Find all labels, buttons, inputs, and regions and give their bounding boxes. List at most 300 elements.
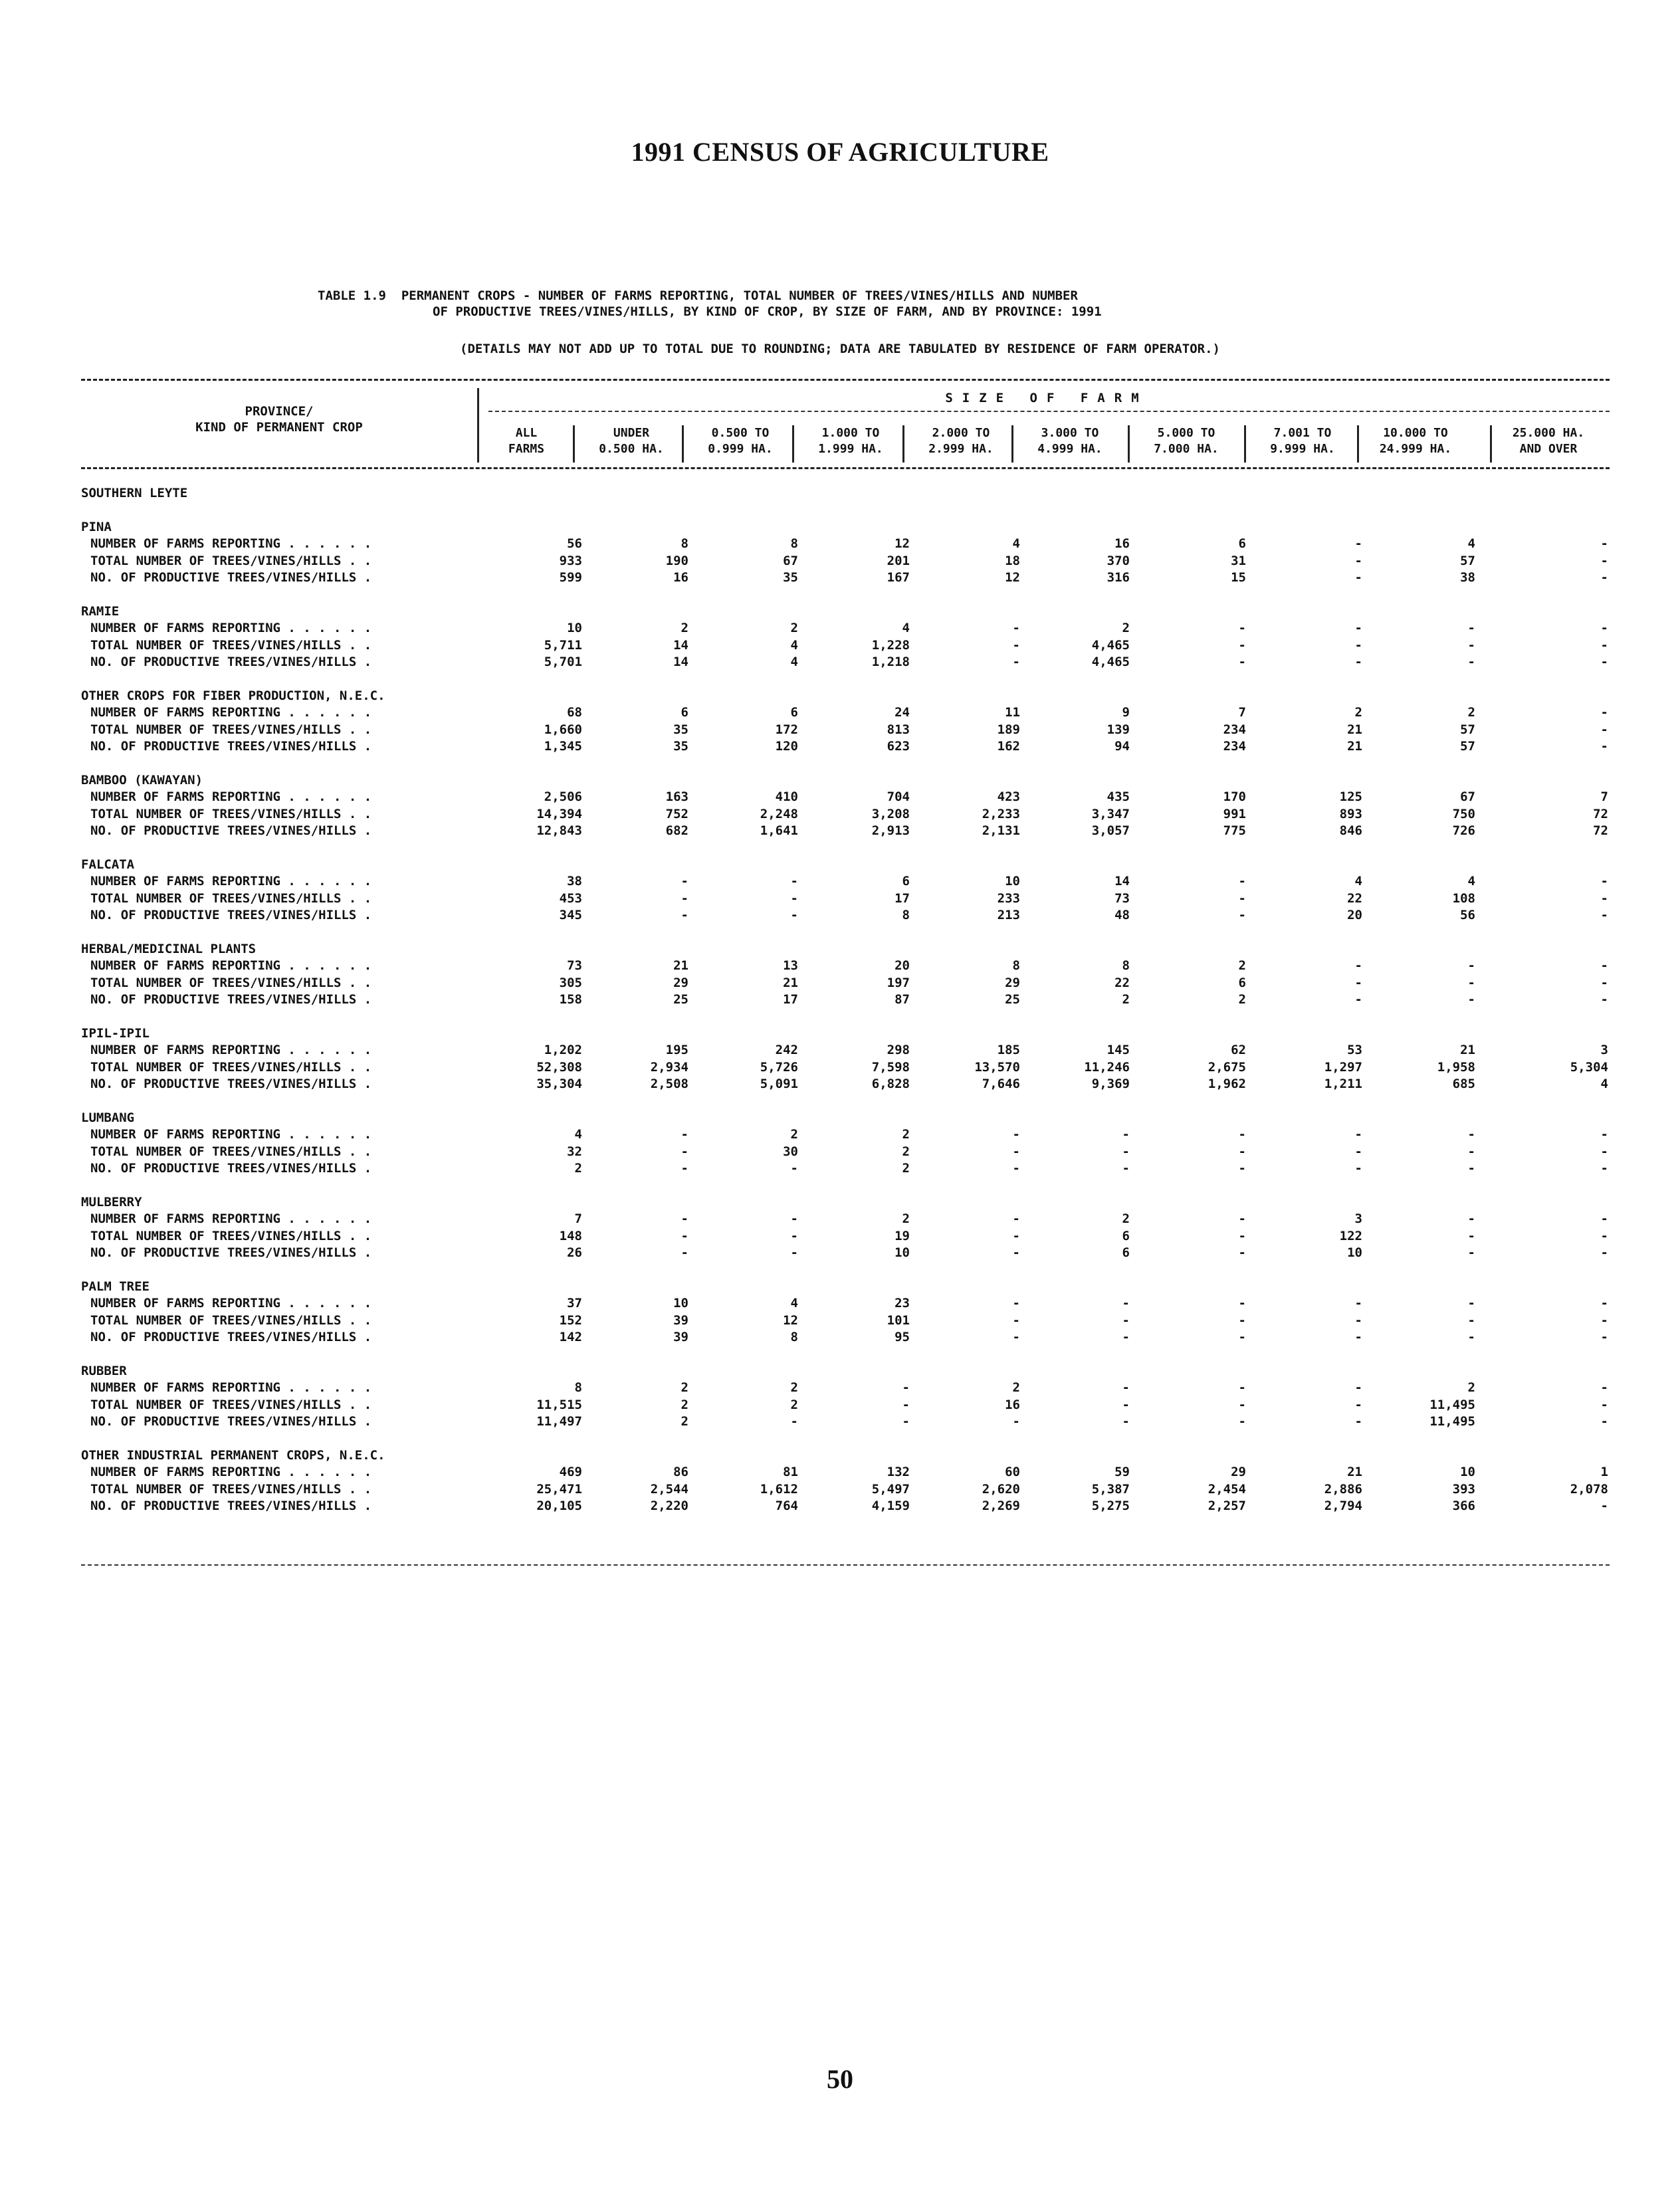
row-label: NUMBER OF FARMS REPORTING . . . . . . <box>90 1127 372 1142</box>
table-row <box>81 958 1608 975</box>
table-cell: 370 <box>1106 553 1130 568</box>
table-cell: - <box>1600 1144 1608 1159</box>
table-cell: 14 <box>673 655 688 669</box>
crop-name-row <box>81 857 1608 874</box>
table-cell: - <box>1600 536 1608 551</box>
table-cell: - <box>1354 637 1362 653</box>
row-label: NO. OF PRODUCTIVE TREES/VINES/HILLS . <box>90 1499 372 1513</box>
table-cell: - <box>1354 1380 1362 1395</box>
table-cell: 52,308 <box>536 1059 582 1075</box>
table-cell: - <box>902 1397 910 1412</box>
table-note: (DETAILS MAY NOT ADD UP TO TOTAL DUE TO ROUNDING; DATA ARE TABULATED BY RESIDENCE OF FARM OPERATOR.) <box>460 342 1220 356</box>
table-cell: - <box>1122 1161 1130 1176</box>
table-cell: - <box>1012 1312 1020 1328</box>
table-cell: 8 <box>1122 958 1130 973</box>
province-row <box>81 485 1608 502</box>
table-cell: 17 <box>894 890 910 906</box>
table-cell: 2,544 <box>650 1481 688 1497</box>
table-cell: - <box>1238 621 1246 635</box>
column-divider <box>902 425 904 463</box>
column-header-7 <box>1249 425 1356 457</box>
table-cell: - <box>1354 1330 1362 1344</box>
table-cell: 86 <box>673 1465 688 1479</box>
table-cell: 2 <box>681 621 688 635</box>
table-caption <box>318 288 1102 320</box>
table-cell: 6 <box>1122 1228 1130 1243</box>
table-cell: 242 <box>775 1043 798 1057</box>
table-cell: - <box>1122 1330 1130 1344</box>
table-cell: - <box>1600 1127 1608 1142</box>
table-cell: - <box>1354 1296 1362 1310</box>
table-cell: 2 <box>1238 992 1246 1007</box>
row-label: TOTAL NUMBER OF TREES/VINES/HILLS . . <box>90 975 372 990</box>
page-title: 1991 CENSUS OF AGRICULTURE <box>631 137 1049 167</box>
table-row <box>81 873 1608 890</box>
column-header-line: 2.999 HA. <box>928 442 994 456</box>
table-cell: 8 <box>574 1380 582 1395</box>
table-row <box>81 789 1608 806</box>
table-cell: 95 <box>894 1330 910 1344</box>
table-cell: 195 <box>665 1043 688 1057</box>
table-row <box>81 722 1608 739</box>
table-cell: 35 <box>673 739 688 754</box>
column-header-line: 4.999 HA. <box>1037 442 1102 456</box>
table-cell: 152 <box>559 1312 582 1328</box>
column-divider <box>1244 425 1246 463</box>
column-header-1 <box>578 425 684 457</box>
row-label: NO. OF PRODUCTIVE TREES/VINES/HILLS . <box>90 739 372 754</box>
table-cell: 10 <box>1347 1245 1362 1260</box>
table-row <box>81 620 1608 637</box>
table-cell: 5,726 <box>760 1059 798 1075</box>
crop-name-row-label: FALCATA <box>81 857 135 872</box>
crop-name-row-label: BAMBOO (KAWAYAN) <box>81 772 203 787</box>
row-label: TOTAL NUMBER OF TREES/VINES/HILLS . . <box>90 1397 372 1412</box>
table-cell: - <box>1467 958 1475 973</box>
table-cell: 67 <box>1460 789 1475 804</box>
table-cell: 1,962 <box>1208 1077 1246 1091</box>
table-cell: 1,211 <box>1324 1077 1362 1091</box>
table-cell: 2,233 <box>982 806 1020 821</box>
table-row <box>81 890 1608 908</box>
table-cell: 3 <box>1600 1043 1608 1057</box>
size-of-farm-header: SIZE OF FARM <box>945 391 1148 405</box>
table-cell: 316 <box>1106 570 1130 585</box>
crop-name-row-label: IPIL-IPIL <box>81 1025 150 1041</box>
table-cell: 12 <box>1005 570 1020 585</box>
table-cell: 94 <box>1114 739 1130 754</box>
table-cell: - <box>1467 655 1475 669</box>
table-cell: 298 <box>887 1043 910 1057</box>
table-cell: 2 <box>681 1397 688 1412</box>
table-cell: 234 <box>1223 722 1246 737</box>
table-cell: 1,958 <box>1437 1059 1475 1075</box>
table-cell: - <box>1354 1414 1362 1429</box>
table-cell: - <box>1467 1312 1475 1328</box>
table-cell: 11,495 <box>1429 1414 1475 1429</box>
column-header-line: 1.000 TO <box>821 426 880 440</box>
table-cell: - <box>1238 655 1246 669</box>
table-cell: 3,347 <box>1091 806 1130 821</box>
column-divider <box>1011 425 1013 463</box>
table-cell: 3 <box>1354 1211 1362 1226</box>
table-cell: 24 <box>894 705 910 720</box>
table-cell: - <box>1122 1127 1130 1142</box>
table-cell: 775 <box>1223 823 1246 838</box>
table-cell: 189 <box>997 722 1020 737</box>
table-cell: 2,078 <box>1570 1481 1608 1497</box>
table-cell: - <box>902 1380 910 1395</box>
table-cell: 4 <box>790 655 798 669</box>
table-cell: 22 <box>1347 890 1362 906</box>
table-cell: 7 <box>1238 705 1246 720</box>
table-row <box>81 1076 1608 1093</box>
table-cell: 6 <box>790 705 798 720</box>
table-cell: 108 <box>1452 890 1475 906</box>
table-cell: - <box>1467 1245 1475 1260</box>
table-cell: 16 <box>1114 536 1130 551</box>
table-row <box>81 1228 1608 1245</box>
table-cell: 67 <box>783 553 798 568</box>
table-cell: 30 <box>783 1144 798 1159</box>
table-cell: 1,345 <box>544 739 582 754</box>
table-cell: - <box>1012 1296 1020 1310</box>
column-header-line: UNDER <box>613 426 650 440</box>
table-cell: - <box>1238 1312 1246 1328</box>
table-cell: - <box>1238 1414 1246 1429</box>
table-cell: 2 <box>902 1161 910 1176</box>
table-cell: 57 <box>1460 722 1475 737</box>
table-cell: - <box>1600 1161 1608 1176</box>
table-cell: 4 <box>1354 874 1362 888</box>
table-row <box>81 1126 1608 1144</box>
table-cell: 726 <box>1452 823 1475 838</box>
table-cell: - <box>681 1161 688 1176</box>
crop-name-row <box>81 519 1608 536</box>
table-cell: - <box>1122 1296 1130 1310</box>
table-cell: 393 <box>1452 1481 1475 1497</box>
table-cell: 764 <box>775 1499 798 1513</box>
table-cell: 158 <box>559 992 582 1007</box>
table-cell: 4,465 <box>1091 637 1130 653</box>
table-cell: 8 <box>1012 958 1020 973</box>
table-cell: 2 <box>1122 1211 1130 1226</box>
table-cell: 2,886 <box>1324 1481 1362 1497</box>
table-row <box>81 1413 1608 1431</box>
table-row <box>81 1144 1608 1161</box>
table-cell: - <box>1600 992 1608 1007</box>
table-cell: - <box>1012 655 1020 669</box>
table-cell: 10 <box>673 1296 688 1310</box>
table-cell: 87 <box>894 992 910 1007</box>
table-row <box>81 536 1608 553</box>
table-cell: 4 <box>790 637 798 653</box>
row-label: NO. OF PRODUCTIVE TREES/VINES/HILLS . <box>90 655 372 669</box>
row-label: TOTAL NUMBER OF TREES/VINES/HILLS . . <box>90 1481 372 1497</box>
table-row <box>81 1245 1608 1262</box>
table-cell: 410 <box>775 789 798 804</box>
table-cell: - <box>790 1211 798 1226</box>
table-cell: 7,598 <box>871 1059 910 1075</box>
table-cell: - <box>1354 553 1362 568</box>
table-cell: 4 <box>1467 536 1475 551</box>
table-cell: 435 <box>1106 789 1130 804</box>
crop-name-row <box>81 1194 1608 1211</box>
column-header-0 <box>473 425 579 457</box>
table-cell: 305 <box>559 975 582 990</box>
table-cell: - <box>1122 1312 1130 1328</box>
column-header-line: 1.999 HA. <box>818 442 883 456</box>
table-cell: - <box>1600 637 1608 653</box>
table-cell: 14,394 <box>536 806 582 821</box>
table-cell: - <box>790 1228 798 1243</box>
table-cell: 39 <box>673 1312 688 1328</box>
table-cell: - <box>1122 1380 1130 1395</box>
table-cell: 73 <box>567 958 582 973</box>
table-cell: - <box>1600 1245 1608 1260</box>
table-cell: 13,570 <box>974 1059 1020 1075</box>
column-header-line: 7.000 HA. <box>1154 442 1219 456</box>
table-row <box>81 907 1608 924</box>
province-row-label: SOUTHERN LEYTE <box>81 486 188 500</box>
table-row <box>81 1160 1608 1178</box>
table-row <box>81 1211 1608 1228</box>
table-cell: - <box>1600 1397 1608 1412</box>
table-cell: 38 <box>567 874 582 888</box>
table-row <box>81 1464 1608 1481</box>
table-cell: - <box>681 890 688 906</box>
table-cell: 2 <box>1012 1380 1020 1395</box>
table-cell: 10 <box>1005 874 1020 888</box>
table-cell: 1,202 <box>544 1043 582 1057</box>
table-cell: - <box>1354 992 1362 1007</box>
table-cell: - <box>1467 1296 1475 1310</box>
crop-name-row-label: PALM TREE <box>81 1279 150 1294</box>
table-cell: - <box>1012 1161 1020 1176</box>
table-cell: 20 <box>894 958 910 973</box>
stub-header-line-2: KIND OF PERMANENT CROP <box>195 420 363 435</box>
table-cell: 1,297 <box>1324 1059 1362 1075</box>
table-cell: 1 <box>1600 1465 1608 1479</box>
table-cell: - <box>1600 890 1608 906</box>
table-cell: 35,304 <box>536 1077 582 1091</box>
table-cell: - <box>1012 621 1020 635</box>
table-cell: 101 <box>887 1312 910 1328</box>
header-bottom-rule <box>81 467 1610 469</box>
table-cell: - <box>1467 1144 1475 1159</box>
table-cell: 9 <box>1122 705 1130 720</box>
table-row <box>81 704 1608 722</box>
column-header-3 <box>797 425 904 457</box>
table-cell: 682 <box>665 823 688 838</box>
row-label: NUMBER OF FARMS REPORTING . . . . . . <box>90 1465 372 1479</box>
table-cell: 163 <box>665 789 688 804</box>
table-cell: 685 <box>1452 1077 1475 1091</box>
table-cell: 39 <box>673 1330 688 1344</box>
table-cell: 813 <box>887 722 910 737</box>
table-cell: - <box>790 1161 798 1176</box>
table-cell: - <box>1467 975 1475 990</box>
table-cell: 2 <box>1238 958 1246 973</box>
table-row <box>81 992 1608 1009</box>
table-row <box>81 1059 1608 1077</box>
table-cell: 469 <box>559 1465 582 1479</box>
table-cell: 1,641 <box>760 823 798 838</box>
table-cell: 13 <box>783 958 798 973</box>
table-cell: - <box>1354 536 1362 551</box>
table-cell: - <box>1238 874 1246 888</box>
row-label: TOTAL NUMBER OF TREES/VINES/HILLS . . <box>90 1228 372 1243</box>
table-cell: - <box>1600 1499 1608 1513</box>
stub-header-line-1: PROVINCE/ <box>245 404 314 419</box>
row-label: TOTAL NUMBER OF TREES/VINES/HILLS . . <box>90 637 372 653</box>
row-label: NUMBER OF FARMS REPORTING . . . . . . <box>90 789 372 804</box>
table-cell: 6 <box>1238 536 1246 551</box>
table-cell: 2,220 <box>650 1499 688 1513</box>
table-cell: - <box>1012 1245 1020 1260</box>
table-cell: 2,508 <box>650 1077 688 1091</box>
table-cell: 145 <box>1106 1043 1130 1057</box>
table-cell: - <box>790 1245 798 1260</box>
table-cell: 20,105 <box>536 1499 582 1513</box>
table-cell: 60 <box>1005 1465 1020 1479</box>
table-cell: - <box>1238 1161 1246 1176</box>
crop-name-row <box>81 603 1608 621</box>
table-cell: 14 <box>673 637 688 653</box>
crop-name-row-label: PINA <box>81 519 112 534</box>
table-cell: 345 <box>559 908 582 922</box>
table-cell: - <box>1467 637 1475 653</box>
crop-name-row <box>81 1025 1608 1043</box>
table-cell: 10 <box>894 1245 910 1260</box>
column-header-line: 2.000 TO <box>932 426 990 440</box>
table-cell: 5,701 <box>544 655 582 669</box>
table-cell: 170 <box>1223 789 1246 804</box>
table-cell: 6,828 <box>871 1077 910 1091</box>
table-cell: 10 <box>1460 1465 1475 1479</box>
table-cell: - <box>1354 958 1362 973</box>
crop-name-row-label: RUBBER <box>81 1363 127 1378</box>
table-cell: - <box>1238 1144 1246 1159</box>
size-header-rule <box>488 411 1610 412</box>
row-label: NO. OF PRODUCTIVE TREES/VINES/HILLS . <box>90 1077 372 1091</box>
column-header-line: 0.999 HA. <box>708 442 773 456</box>
table-row <box>81 637 1608 655</box>
table-cell: 2 <box>790 1397 798 1412</box>
table-cell: 2,248 <box>760 806 798 821</box>
table-cell: - <box>1354 1161 1362 1176</box>
table-cell: 2,913 <box>871 823 910 838</box>
column-divider <box>573 425 575 463</box>
row-label: TOTAL NUMBER OF TREES/VINES/HILLS . . <box>90 890 372 906</box>
table-cell: - <box>1354 570 1362 585</box>
table-cell: 120 <box>775 739 798 754</box>
row-label: NO. OF PRODUCTIVE TREES/VINES/HILLS . <box>90 908 372 922</box>
table-caption-line-1: TABLE 1.9 PERMANENT CROPS - NUMBER OF FARMS REPORTING, TOTAL NUMBER OF TREES/VINES/HILLS AND NUMBER <box>318 288 1078 303</box>
table-cell: 6 <box>902 874 910 888</box>
table-cell: 233 <box>997 890 1020 906</box>
table-cell: 750 <box>1452 806 1475 821</box>
table-cell: 37 <box>567 1296 582 1310</box>
table-cell: - <box>1600 1296 1608 1310</box>
column-header-line: 25.000 HA. <box>1512 426 1585 440</box>
table-cell: - <box>681 1228 688 1243</box>
table-cell: - <box>1600 1312 1608 1328</box>
table-cell: - <box>681 1245 688 1260</box>
table-cell: 933 <box>559 553 582 568</box>
table-cell: - <box>1238 890 1246 906</box>
table-cell: 11 <box>1005 705 1020 720</box>
table-cell: 185 <box>997 1043 1020 1057</box>
table-cell: 704 <box>887 789 910 804</box>
table-cell: - <box>1354 621 1362 635</box>
table-cell: - <box>1600 908 1608 922</box>
table-cell: - <box>1354 1312 1362 1328</box>
table-row <box>81 1481 1608 1499</box>
row-label: NUMBER OF FARMS REPORTING . . . . . . <box>90 536 372 551</box>
table-cell: - <box>1600 553 1608 568</box>
table-cell: - <box>1467 992 1475 1007</box>
table-cell: 2,131 <box>982 823 1020 838</box>
table-cell: - <box>902 1414 910 1429</box>
table-cell: 6 <box>1122 1245 1130 1260</box>
table-cell: - <box>1467 1127 1475 1142</box>
table-cell: 29 <box>1231 1465 1246 1479</box>
table-cell: 15 <box>1231 570 1246 585</box>
table-cell: - <box>1354 1144 1362 1159</box>
table-cell: 8 <box>790 536 798 551</box>
bottom-rule <box>81 1564 1610 1566</box>
table-cell: - <box>681 1127 688 1142</box>
table-row <box>81 975 1608 992</box>
table-cell: - <box>1600 874 1608 888</box>
table-cell: 4 <box>1600 1077 1608 1091</box>
table-cell: 7 <box>1600 789 1608 804</box>
row-label: NO. OF PRODUCTIVE TREES/VINES/HILLS . <box>90 992 372 1007</box>
table-cell: 2 <box>902 1144 910 1159</box>
table-cell: 201 <box>887 553 910 568</box>
table-cell: 56 <box>567 536 582 551</box>
table-cell: 1,612 <box>760 1481 798 1497</box>
table-cell: 148 <box>559 1228 582 1243</box>
table-cell: 1,228 <box>871 637 910 653</box>
table-cell: - <box>681 1144 688 1159</box>
row-label: NUMBER OF FARMS REPORTING . . . . . . <box>90 1296 372 1310</box>
table-cell: - <box>1012 1211 1020 1226</box>
row-label: NUMBER OF FARMS REPORTING . . . . . . <box>90 1043 372 1057</box>
row-label: TOTAL NUMBER OF TREES/VINES/HILLS . . <box>90 553 372 568</box>
table-cell: 2 <box>902 1127 910 1142</box>
row-label: NO. OF PRODUCTIVE TREES/VINES/HILLS . <box>90 1161 372 1176</box>
crop-name-row <box>81 1279 1608 1296</box>
table-cell: 2,269 <box>982 1499 1020 1513</box>
row-label: NO. OF PRODUCTIVE TREES/VINES/HILLS . <box>90 1330 372 1344</box>
table-cell: 5,711 <box>544 637 582 653</box>
table-cell: 53 <box>1347 1043 1362 1057</box>
table-cell: 48 <box>1114 908 1130 922</box>
table-cell: 4,465 <box>1091 655 1130 669</box>
table-row <box>81 1312 1608 1330</box>
column-header-4 <box>908 425 1014 457</box>
table-cell: 2 <box>681 1380 688 1395</box>
row-label: NUMBER OF FARMS REPORTING . . . . . . <box>90 958 372 973</box>
table-cell: 2 <box>1354 705 1362 720</box>
table-cell: - <box>1238 1228 1246 1243</box>
table-cell: - <box>1238 1211 1246 1226</box>
table-cell: 4 <box>1012 536 1020 551</box>
table-cell: - <box>1600 655 1608 669</box>
crop-name-row <box>81 688 1608 705</box>
